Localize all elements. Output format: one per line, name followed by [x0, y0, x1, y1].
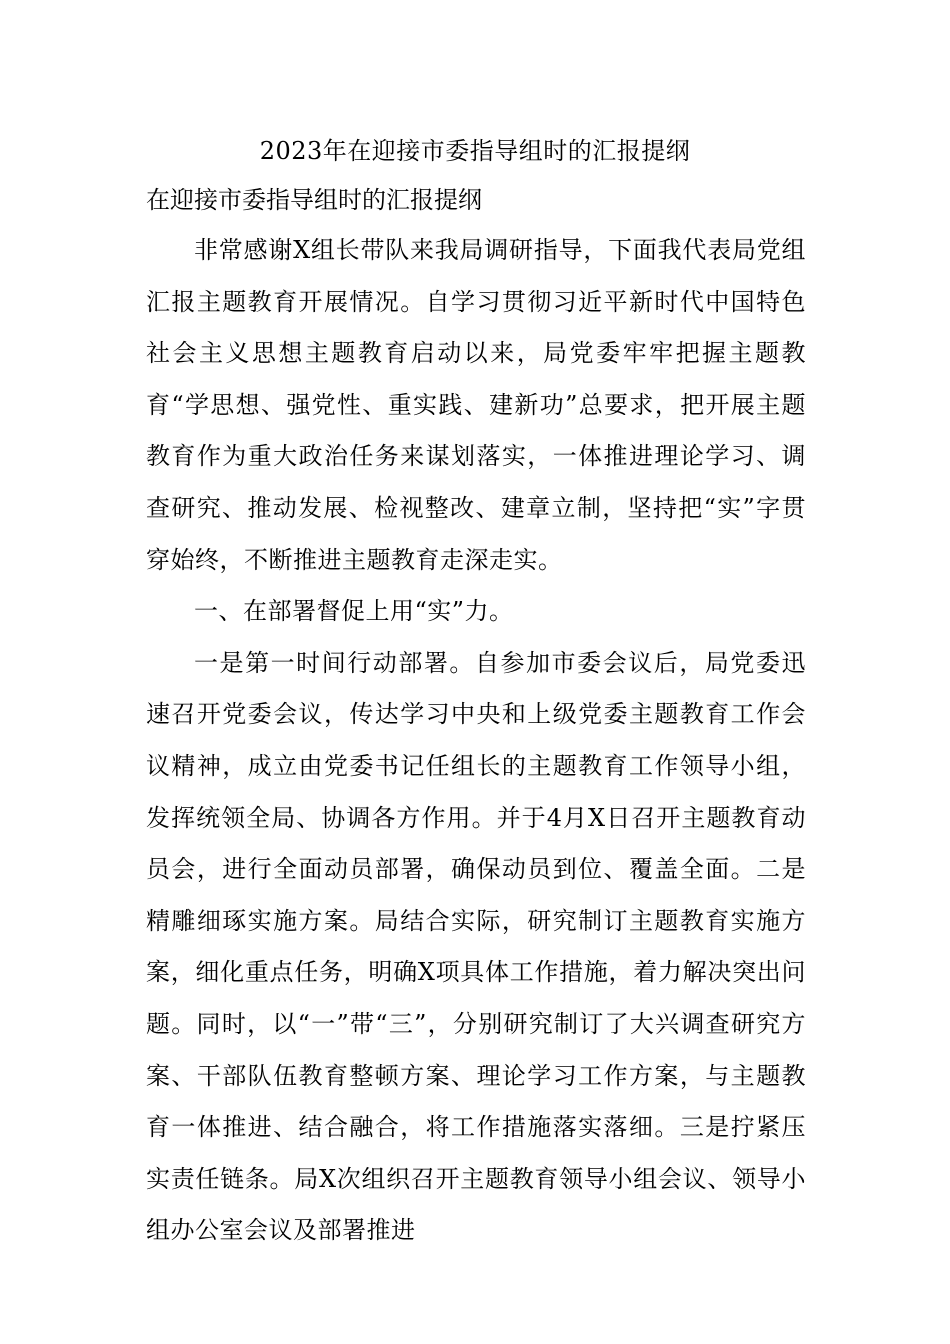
paragraph-intro: 非常感谢X组长带队来我局调研指导，下面我代表局党组汇报主题教育开展情况。自学习贯彻习近平新时代中国特色社会主义思想主题教育启动以来，局党委牢牢把握主题教育“学思想、强党性、重实践、建新功”总要求，把开展主题教育作为重大政治任务来谋划落实，一体推进理论学习、调查研究、推动发展、检视整改、建章立制，坚持把“实”字贯穿始终，不断推进主题教育走深走实。	[146, 236, 806, 574]
document-body	[146, 225, 806, 1257]
document-title: 2023年在迎接市委指导组时的汇报提纲	[259, 137, 691, 165]
paragraph-section-1: 一是第一时间行动部署。自参加市委会议后，局党委迅速召开党委会议，传达学习中央和上级党委主题教育工作会议精神，成立由党委书记任组长的主题教育工作领导小组，发挥统领全局、协调各方作用。并于4月X日召开主题教育动员会，进行全面动员部署，确保动员到位、覆盖全面。二是精雕细琢实施方案。局结合实际，研究制订主题教育实施方案，细化重点任务，明确X项具体工作措施，着力解决突出问题。同时，以“一”带“三”，分别研究制订了大兴调查研究方案、干部队伍教育整顿方案、理论学习工作方案，与主题教育一体推进、结合融合，将工作措施落实落细。三是拧紧压实责任链条。局X次组织召开主题教育领导小组会议、领导小组办公室会议及部署推进	[146, 648, 806, 1245]
document-subtitle: 在迎接市委指导组时的汇报提纲	[146, 186, 482, 214]
section-heading-1: 一、在部署督促上用“实”力。	[194, 597, 514, 626]
